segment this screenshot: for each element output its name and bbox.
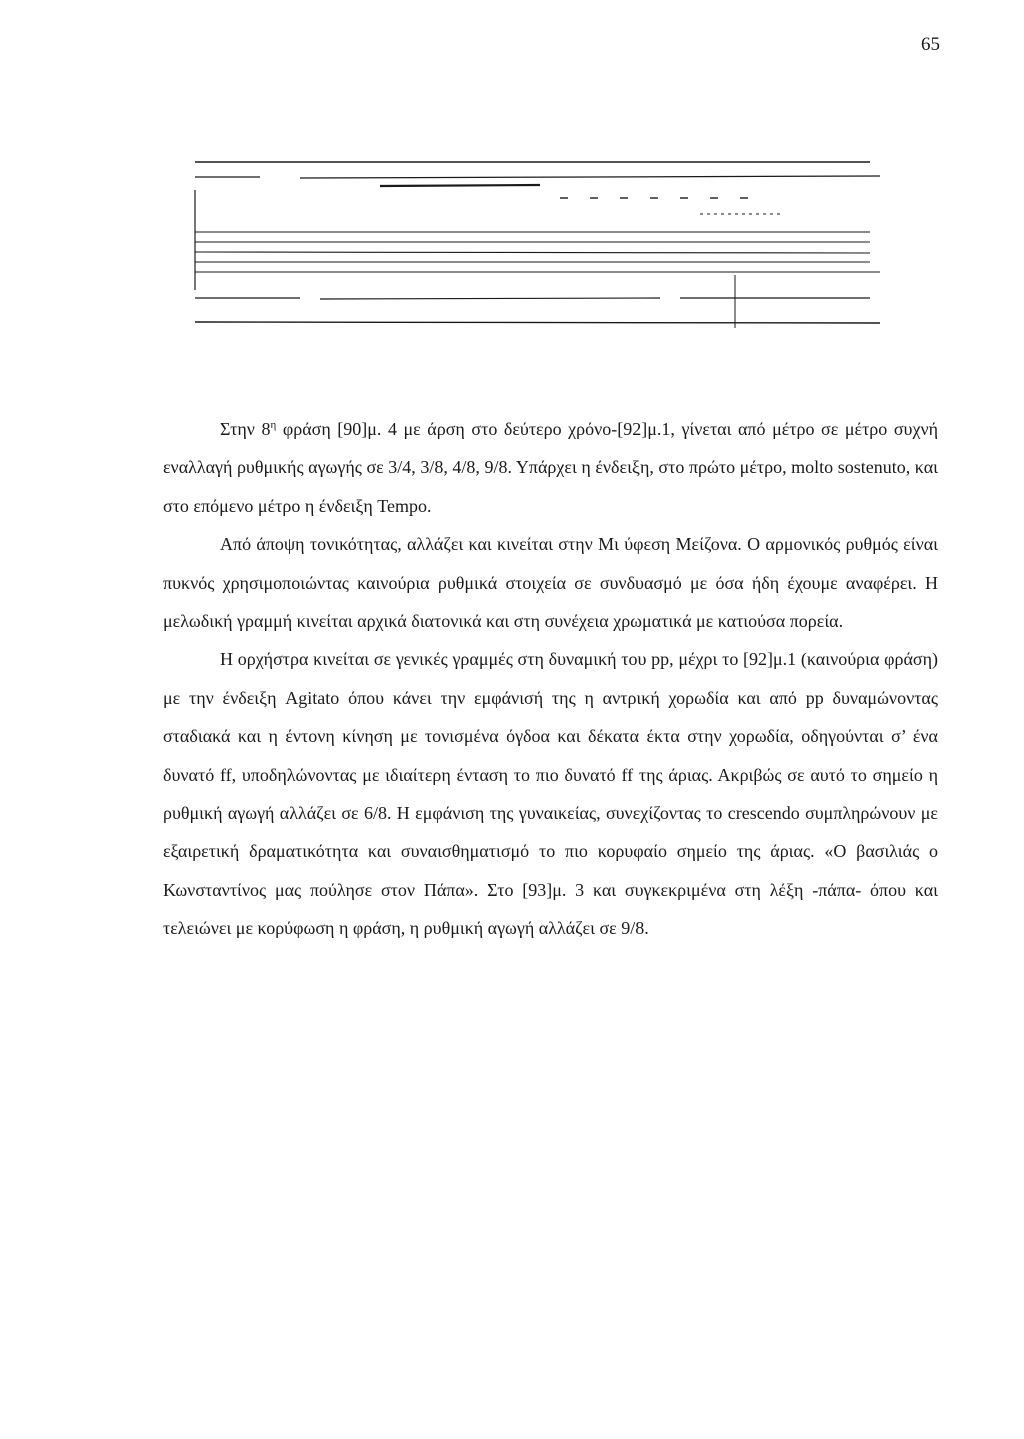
paragraph: Η ορχήστρα κινείται σε γενικές γραμμές στη δυναμική του pp, μέχρι το [92]μ.1 (καινούρια φράση) με την ένδειξη Agitato όπου κάνει την εμφάνισή της η αντρική χορωδία και από pp δυναμώνοντας σταδιακά και η έντονη κίνηση με τονισμένα όγδοα και δέκατα έκτα στην χορωδία, οδηγούνται σ’ ένα δυνατό ff, υποδηλώνοντας με ιδιαίτερη ένταση το πιο δυνατό ff της άριας. Ακριβώς σε αυτό το σημείο η ρυθμική αγωγή αλλάζει σε 6/8. Η εμφάνιση της γυναικείας, συνεχίζοντας το crescendo συμπληρώνουν με εξαιρετική δραματικότητα και συναισθηματισμό το πιο κορυφαίο σημείο της άριας. «Ο βασιλιάς ο Κωνσταντίνος μας πούλησε στον Πάπα». Στο [93]μ. 3 και συγκεκριμένα στη λέξη -πάπα- όπου και τελειώνει με κορύφωση η φράση, η ρυθμική αγωγή αλλάζει σε 9/8.	[163, 649, 938, 939]
score-fragment-image	[180, 150, 880, 330]
body-text	[163, 410, 938, 948]
paragraph	[163, 410, 938, 525]
paragraph-text: φράση [90]μ. 4 με άρση στο δεύτερο χρόνο-[92]μ.1, γίνεται από μέτρο σε μέτρο συχνή εναλλαγή ρυθμικής αγωγής σε 3/4, 3/8, 4/8, 9/8. Υπάρχει η ένδειξη, στο πρώτο μέτρο, molto sostenuto, και στο επόμενο μέτρο η ένδειξη Tempo.	[163, 419, 938, 516]
page-number: 65	[921, 34, 940, 55]
paragraph: Από άποψη τονικότητας, αλλάζει και κινείται στην Μι ύφεση Μείζονα. Ο αρμονικός ρυθμός είναι πυκνός χρησιμοποιώντας καινούρια ρυθμικά στοιχεία σε συνδυασμό με όσα ήδη έχουμε αναφέρει. Η μελωδική γραμμή κινείται αρχικά διατονικά και στη συνέχεια χρωματικά με κατιούσα πορεία.	[163, 534, 938, 632]
paragraph-text: Στην 8	[220, 419, 271, 439]
superscript: η	[270, 419, 277, 431]
